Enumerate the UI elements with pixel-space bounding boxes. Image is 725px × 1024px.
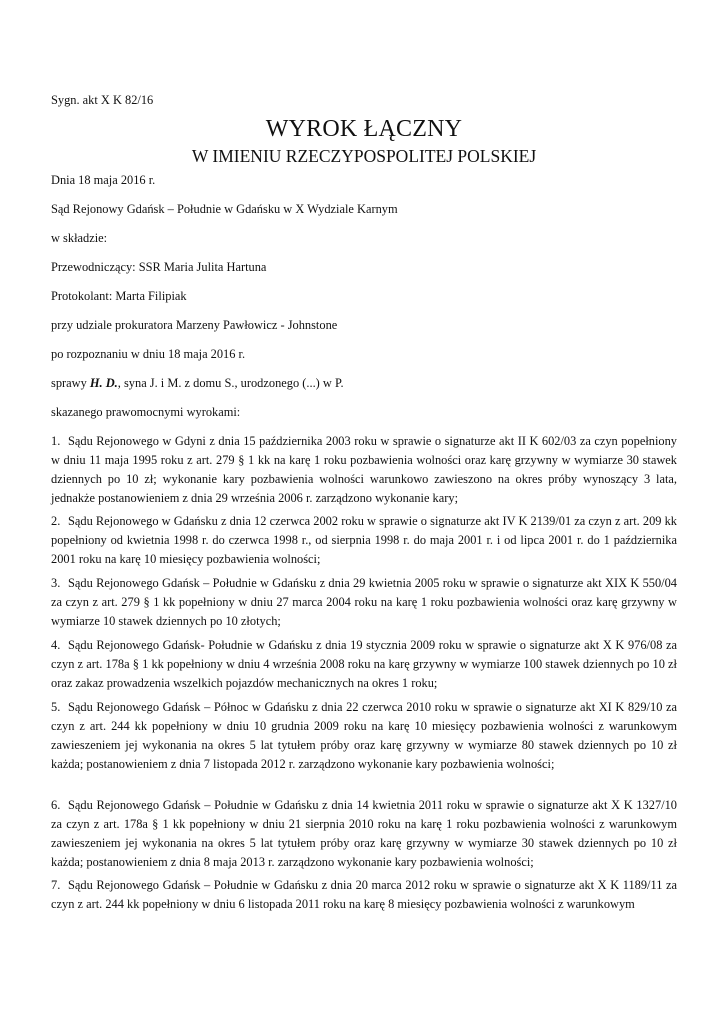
judgment-number: 1. [51,434,61,448]
judgment-number: 7. [51,878,61,892]
judgment-item-7 [51,876,677,914]
judgment-number: 5. [51,700,61,714]
presiding-judge: Przewodniczący: SSR Maria Julita Hartuna [51,260,267,274]
judgment-item-3 [51,574,677,631]
convictions-heading: skazanego prawomocnymi wyrokami: [51,405,241,419]
judgment-title: WYROK ŁĄCZNY [265,116,463,142]
prosecutor: przy udziale prokuratora Marzeny Pawłowicz - Johnstone [51,318,338,332]
judgment-text: Sądu Rejonowego Gdańsk – Południe w Gdańsku z dnia 20 marca 2012 roku w sprawie o signaturze akt X K 1189/11 za czyn z art. 244 kk popełniony w dniu 6 listopada 2011 roku na karę 8 miesięcy pozbawienia wolności z warunkowym [51,878,677,911]
judgment-number: 4. [51,638,61,652]
case-number: Sygn. akt X K 82/16 [51,93,154,107]
composition-label: w składzie: [51,231,108,245]
judgment-number: 2. [51,514,61,528]
judgment-number: 3. [51,576,61,590]
judgment-text: Sądu Rejonowego Gdańsk- Południe w Gdańsku z dnia 19 stycznia 2009 roku w sprawie o signaturze akt X K 976/08 za czyn z art. 178a § 1 kk popełniony w dniu 4 września 2008 roku na karę grzywny w wymiarze 100 stawek dziennych po 10 zł oraz zakaz prowadzenia wszelkich pojazdów mechanicznych na okres 1 roku; [51,638,677,690]
court-clerk: Protokolant: Marta Filipiak [51,289,187,303]
judgment-item-1 [51,432,677,508]
judgment-date: Dnia 18 maja 2016 r. [51,173,156,187]
judgment-item-6 [51,796,677,872]
judgment-item-5 [51,698,677,774]
judgment-text: Sądu Rejonowego Gdańsk – Południe w Gdańsku z dnia 29 kwietnia 2005 roku w sprawie o signaturze akt XIX K 550/04 za czyn z art. 279 § 1 kk popełniony w dniu 27 marca 2004 roku na karę 1 roku pozbawienia wolności oraz karę grzywny w wymiarze 10 stawek dziennych po 10 złotych; [51,576,677,628]
judgment-text: Sądu Rejonowego Gdańsk – Południe w Gdańsku z dnia 14 kwietnia 2011 roku w sprawie o signaturze akt X K 1327/10 za czyn z art. 178a § 1 kk popełniony w dniu 21 sierpnia 2010 roku na karę 1 roku pozbawienia wolności z warunkowym zawieszeniem jej wykonania na okres 5 lat tytułem próby oraz karę grzywny w wymiarze 30 stawek dziennych po 10 zł każda; postanowieniem z dnia 8 maja 2013 r. zarządzono wykonanie kary pozbawienia wolności; [51,798,677,869]
judgment-text: Sądu Rejonowego w Gdyni z dnia 15 października 2003 roku w sprawie o signaturze akt II K 602/03 za czyn popełniony w dniu 11 maja 1995 roku z art. 279 § 1 kk na karę 1 roku pozbawienia wolności oraz karę grzywny w wymiarze 30 stawek dziennych po 10 zł; wykonanie kary pozbawienia wolności warunkowo zawieszono na okres próby wynoszący 3 lata, jednakże postanowieniem z dnia 29 września 2006 r. zarządzono wykonanie kary; [51,434,677,505]
judgment-text: Sądu Rejonowego Gdańsk – Północ w Gdańsku z dnia 22 czerwca 2010 roku w sprawie o signaturze akt XI K 829/10 za czyn z art. 244 kk popełniony w dniu 10 grudnia 2009 roku na karę 10 miesięcy pozbawienia wolności z warunkowym zawieszeniem jej wykonania na okres 5 lat tytułem próby oraz karę grzywny w wymiarze 80 stawek dziennych po 10 zł każda; postanowieniem z dnia 7 listopada 2012 r. zarządzono wykonanie kary pozbawienia wolności; [51,700,677,771]
hearing-date: po rozpoznaniu w dniu 18 maja 2016 r. [51,347,246,361]
case-suffix: , syna J. i M. z domu S., urodzonego (...) w P. [117,376,344,390]
defendant-name: H. D. [89,376,118,390]
judgment-subtitle: W IMIENIU RZECZYPOSPOLITEJ POLSKIEJ [191,146,537,166]
case-prefix: sprawy [51,376,90,390]
judgment-number: 6. [51,798,61,812]
court-name: Sąd Rejonowy Gdańsk – Południe w Gdańsku w X Wydziale Karnym [51,202,398,216]
judgment-item-4 [51,636,677,693]
case-description [51,374,344,393]
judgment-text: Sądu Rejonowego w Gdańsku z dnia 12 czerwca 2002 roku w sprawie o signaturze akt IV K 2139/01 za czyn z art. 209 kk popełniony od kwietnia 1998 r. do czerwca 1998 r., od sierpnia 1998 r. do maja 2001 r. i od lipca 2001 r. do 1 października 2001 roku na karę 10 miesięcy pozbawienia wolności; [51,514,677,566]
judgment-item-2 [51,512,677,569]
